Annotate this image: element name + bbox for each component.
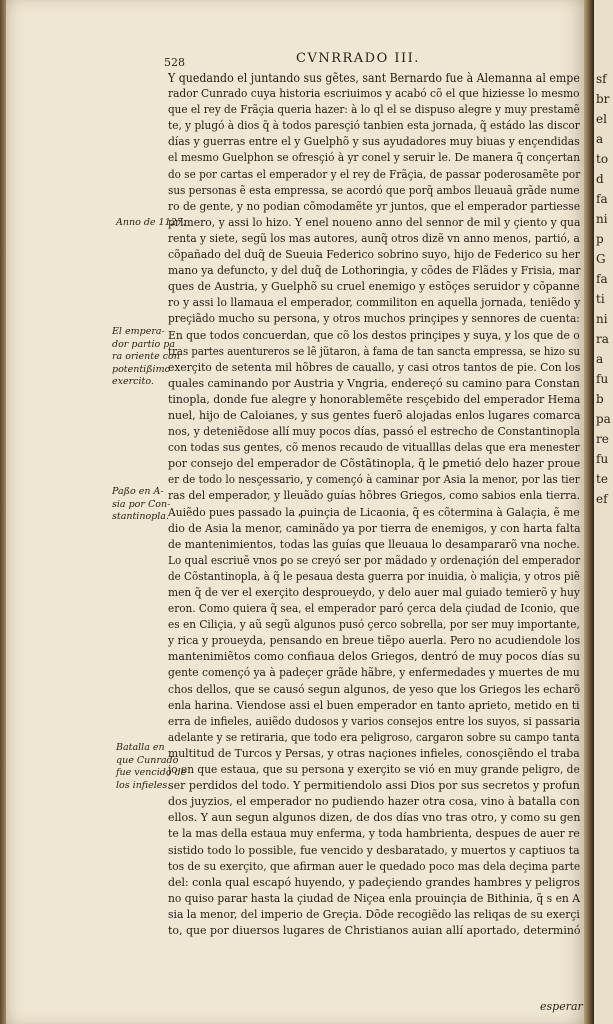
text-line: jo en que estaua, que su persona y exerçito se vió en muy grande peligro, de (168, 763, 580, 777)
facing-page-text: G (596, 252, 606, 266)
text-line: tinopla, donde fue alegre y honorablemẽte resçebido del emperador Hema (168, 392, 581, 406)
facing-page-text: to (596, 152, 609, 166)
facing-page-text: ti (596, 292, 605, 306)
facing-page-text: p (596, 232, 604, 246)
margin-note-line: potentißimo (112, 363, 171, 375)
text-line: gente començó ya à padeçer grãde hãbre, y enfermedades y muertes de mu (168, 666, 580, 680)
text-line: ro y assi lo llamaua el emperador, commiliton en aquella jornada, teniẽdo y (168, 296, 581, 310)
text-line: rador Cunrado cuya historia escriuimos y acabó cõ el que hiziesse lo mesmo (168, 87, 580, 101)
text-line: el mesmo Guelphon se ofresçió à yr conel y seruir le. De manera q̃ conçertan (168, 151, 580, 165)
margin-note-year (116, 217, 186, 230)
margin-note-line: El empera- (112, 326, 165, 337)
text-line: tras partes auentureros se lẽ jũtaron, à fama de tan sancta empressa, se hizo su (168, 344, 581, 358)
text-line: dos juyzios, el emperador no pudiendo hazer otra cosa, vino à batalla con (168, 795, 580, 809)
text-line: y rica y proueyda, pensando en breue tiẽpo auerla. Pero no acudiendole los (168, 634, 581, 648)
text-line: ras del emperador, y lleuãdo guías hõbres Griegos, como sabios enla tierra. (168, 489, 581, 503)
margin-note-line: dor partio pa (112, 338, 175, 350)
text-line: to, que por diuersos lugares de Christianos auian allí aportado, determinó (168, 923, 581, 937)
margin-note-line: que Cunrado (116, 754, 179, 766)
text-line: renta y siete, segũ los mas autores, aunq̃ otros dizẽ vn anno menos, partió, a (168, 231, 580, 245)
text-line: mano ya defuncto, y del duq̃ de Lothoringia, y cõdes de Flãdes y Frisia, mar (168, 264, 581, 278)
margin-note-line: exercito. (112, 376, 154, 387)
running-head: CVNRRADO III. (296, 51, 420, 66)
margin-note-line: los infieles. (116, 779, 171, 791)
facing-page-text: ef (596, 492, 608, 506)
text-line: del: conla qual escapó huyendo, y padeçiendo grandes hambres y peligros (168, 875, 580, 889)
text-line: sia la menor, del imperio de Greçia. Dõde recogiẽdo las reliqas de su exerçi (168, 907, 580, 921)
text-line: con todas sus gentes, cõ menos recaudo de vitualllas delas que era menester (168, 441, 580, 455)
text-line: no quiso parar hasta la çiudad de Niçea enla prouinçia de Bithinia, q̃ s en A (168, 891, 581, 905)
text-line: te, y plugó à dios q̃ à todos paresçió tanbien esta jornada, q̃ estádo las discor (168, 119, 580, 133)
margin-note-line: Anno de 1127. (116, 217, 186, 228)
facing-page-text: pa (596, 412, 611, 426)
text-line: enla harina. Viendose assi el buen emperador en tanto aprieto, metido en ti (168, 698, 580, 712)
text-line: nos, y deteniẽdose allí muy pocos días, passó el estrecho de Constantinopla (168, 425, 581, 439)
text-line: En que todos concuerdan, que cõ los destos prinçipes y suya, y los que de o (168, 328, 580, 342)
text-line: erra de infieles, auiẽdo dudosos y varios consejos entre los suyos, si passaria (168, 714, 581, 728)
margin-note-line: fue vencido de (116, 767, 187, 778)
main-text-column (168, 70, 580, 939)
text-line: sus personas ẽ esta empressa, se acordó que porq̃ ambos lleuauã grãde nume (168, 183, 580, 197)
margin-note-line: Paßo en A- (112, 486, 164, 497)
text-line: dio de Asia la menor, caminãdo ya por tierra de enemigos, y con harta falta (168, 521, 581, 535)
facing-page-text: fa (596, 272, 608, 286)
facing-page-text: fu (596, 452, 609, 466)
facing-page-text: te (596, 472, 608, 486)
text-line: preçiãdo mucho su persona, y otros muchos prinçipes y sennores de cuenta: (168, 312, 580, 326)
margin-note-line: stantinopla. (112, 511, 169, 522)
facing-page-fragment (594, 0, 613, 1024)
text-line: de mantenimientos, todas las guías que lleuaua lo desampararõ vna noche. (168, 537, 580, 551)
margin-note-line: ra oriente con (112, 351, 180, 362)
text-line: nuel, hijo de Caloianes, y sus gentes fuerõ alojadas enlos lugares comarca (168, 408, 581, 422)
text-line: de Cõstantinopla, à q̃ le pesaua desta guerra por inuidia, ò maliçia, y otros piẽ (168, 569, 580, 583)
text-line: sistido todo lo possible, fue vencido y desbaratado, y muertos y captiuos ta (168, 843, 580, 857)
margin-note-line: sia por Con- (112, 498, 171, 510)
book-gutter (584, 0, 594, 1024)
text-line: chos dellos, que se causó segun algunos, de yeso que los Griegos les echarõ (168, 682, 581, 696)
text-line: mantenimiẽtos como confiaua delos Griegos, dentró de muy pocos días su (168, 650, 581, 664)
text-line: quales caminando por Austria y Vngria, endereçó su camino para Constan (168, 376, 580, 390)
text-line: tos de su exerçito, que afirman auer le quedado poco mas dela deçima parte (168, 859, 581, 873)
text-line: que el rey de Frãçia queria hazer: à lo ql el se dispuso alegre y muy prestamẽ (168, 103, 580, 117)
facing-page-text: ni (596, 212, 608, 226)
text-line: adelante y se retiraria, que todo era peligroso, cargaron sobre su campo tanta (168, 730, 580, 744)
facing-page-text: ra (596, 332, 609, 346)
facing-page-text: ni (596, 312, 608, 326)
text-line: cõpañado del duq̃ de Sueuia Federico sobrino suyo, hijo de Federico su her (168, 248, 580, 262)
facing-page-text: a (596, 352, 604, 366)
text-line: días y guerras entre el y Guelphõ y sus ayudadores muy biuas y ençendidas (168, 135, 580, 149)
text-line: exerçito de setenta mil hõbres de cauallo, y casi otros tantos de pie. Con los (168, 360, 581, 374)
text-line: men q̃ de ver el exerçito desproueydo, y delo auer mal guiado temierõ y huy (168, 586, 580, 599)
text-line: te la mas della estaua muy enferma, y toda hambrienta, despues de auer re (168, 827, 580, 841)
margin-note-battle (116, 742, 186, 792)
text-line: ellos. Y aun segun algunos dizen, de dos días vno tras otro, y como su gen (168, 811, 581, 825)
text-line: por consejo del emperador de Cõstãtinopla, q̃ le ꝑmetió delo hazer proue (168, 457, 581, 471)
text-line: Lo qual escriuẽ vnos ꝑo se creyó ser por mãdado y ordenaçión del emperador (168, 553, 581, 567)
margin-note-crossing (112, 486, 170, 524)
text-line: ser perdidos del todo. Y permitiendolo assi Dios por sus secretos y profun (168, 779, 580, 793)
text-line: ro de gente, y no podian cõmodamẽte yr juntos, que el emperador partiesse (168, 199, 581, 213)
margin-note-line: Batalla en (116, 742, 165, 753)
facing-page-text: sf (596, 72, 607, 86)
text-line: Y quedando el juntando sus gẽtes, sant Bernardo fue à Alemanna al empe (168, 71, 580, 85)
facing-page-text: fa (596, 192, 608, 206)
facing-page-text: d (596, 172, 604, 186)
facing-page-text: re (596, 432, 609, 446)
text-line: do se por cartas el emperador y el rey de Frãçia, de passar poderosamẽte por (168, 167, 581, 181)
text-line: Auiẽdo pues passado la ꝓuinçia de Licaonia, q̃ es cõtermina à Galaçia, ẽ me (168, 505, 580, 519)
facing-page-text: a (596, 132, 604, 146)
text-line: ques de Austria, y Guelphõ su cruel enemigo y estõçes seruidor y cõpanne (168, 280, 580, 294)
page-number: 528 (164, 56, 185, 69)
facing-page-text: br (596, 92, 610, 106)
text-line: es en Ciliçia, y aũ segũ algunos pusó çerco sobrella, por ser muy importante, (168, 618, 580, 632)
facing-page-text: b (596, 392, 604, 406)
margin-note-departure (112, 326, 180, 389)
catchword: esperar (540, 1000, 583, 1013)
text-line: multitud de Turcos y Persas, y otras naçiones infieles, conosçiẽndo el traba (168, 746, 580, 760)
text-line: primero, y assi lo hizo. Y enel noueno anno del sennor de mil y çiento y qua (168, 215, 581, 229)
facing-page-text: el (596, 112, 607, 126)
text-line: eron. Como quiera q̃ sea, el emperador paró çerca dela çiudad de Iconio, que (168, 602, 580, 616)
text-line: er de todo lo nesçessario, y començó à caminar por Asia la menor, por las tier (168, 473, 580, 487)
facing-page-text: fu (596, 372, 609, 386)
